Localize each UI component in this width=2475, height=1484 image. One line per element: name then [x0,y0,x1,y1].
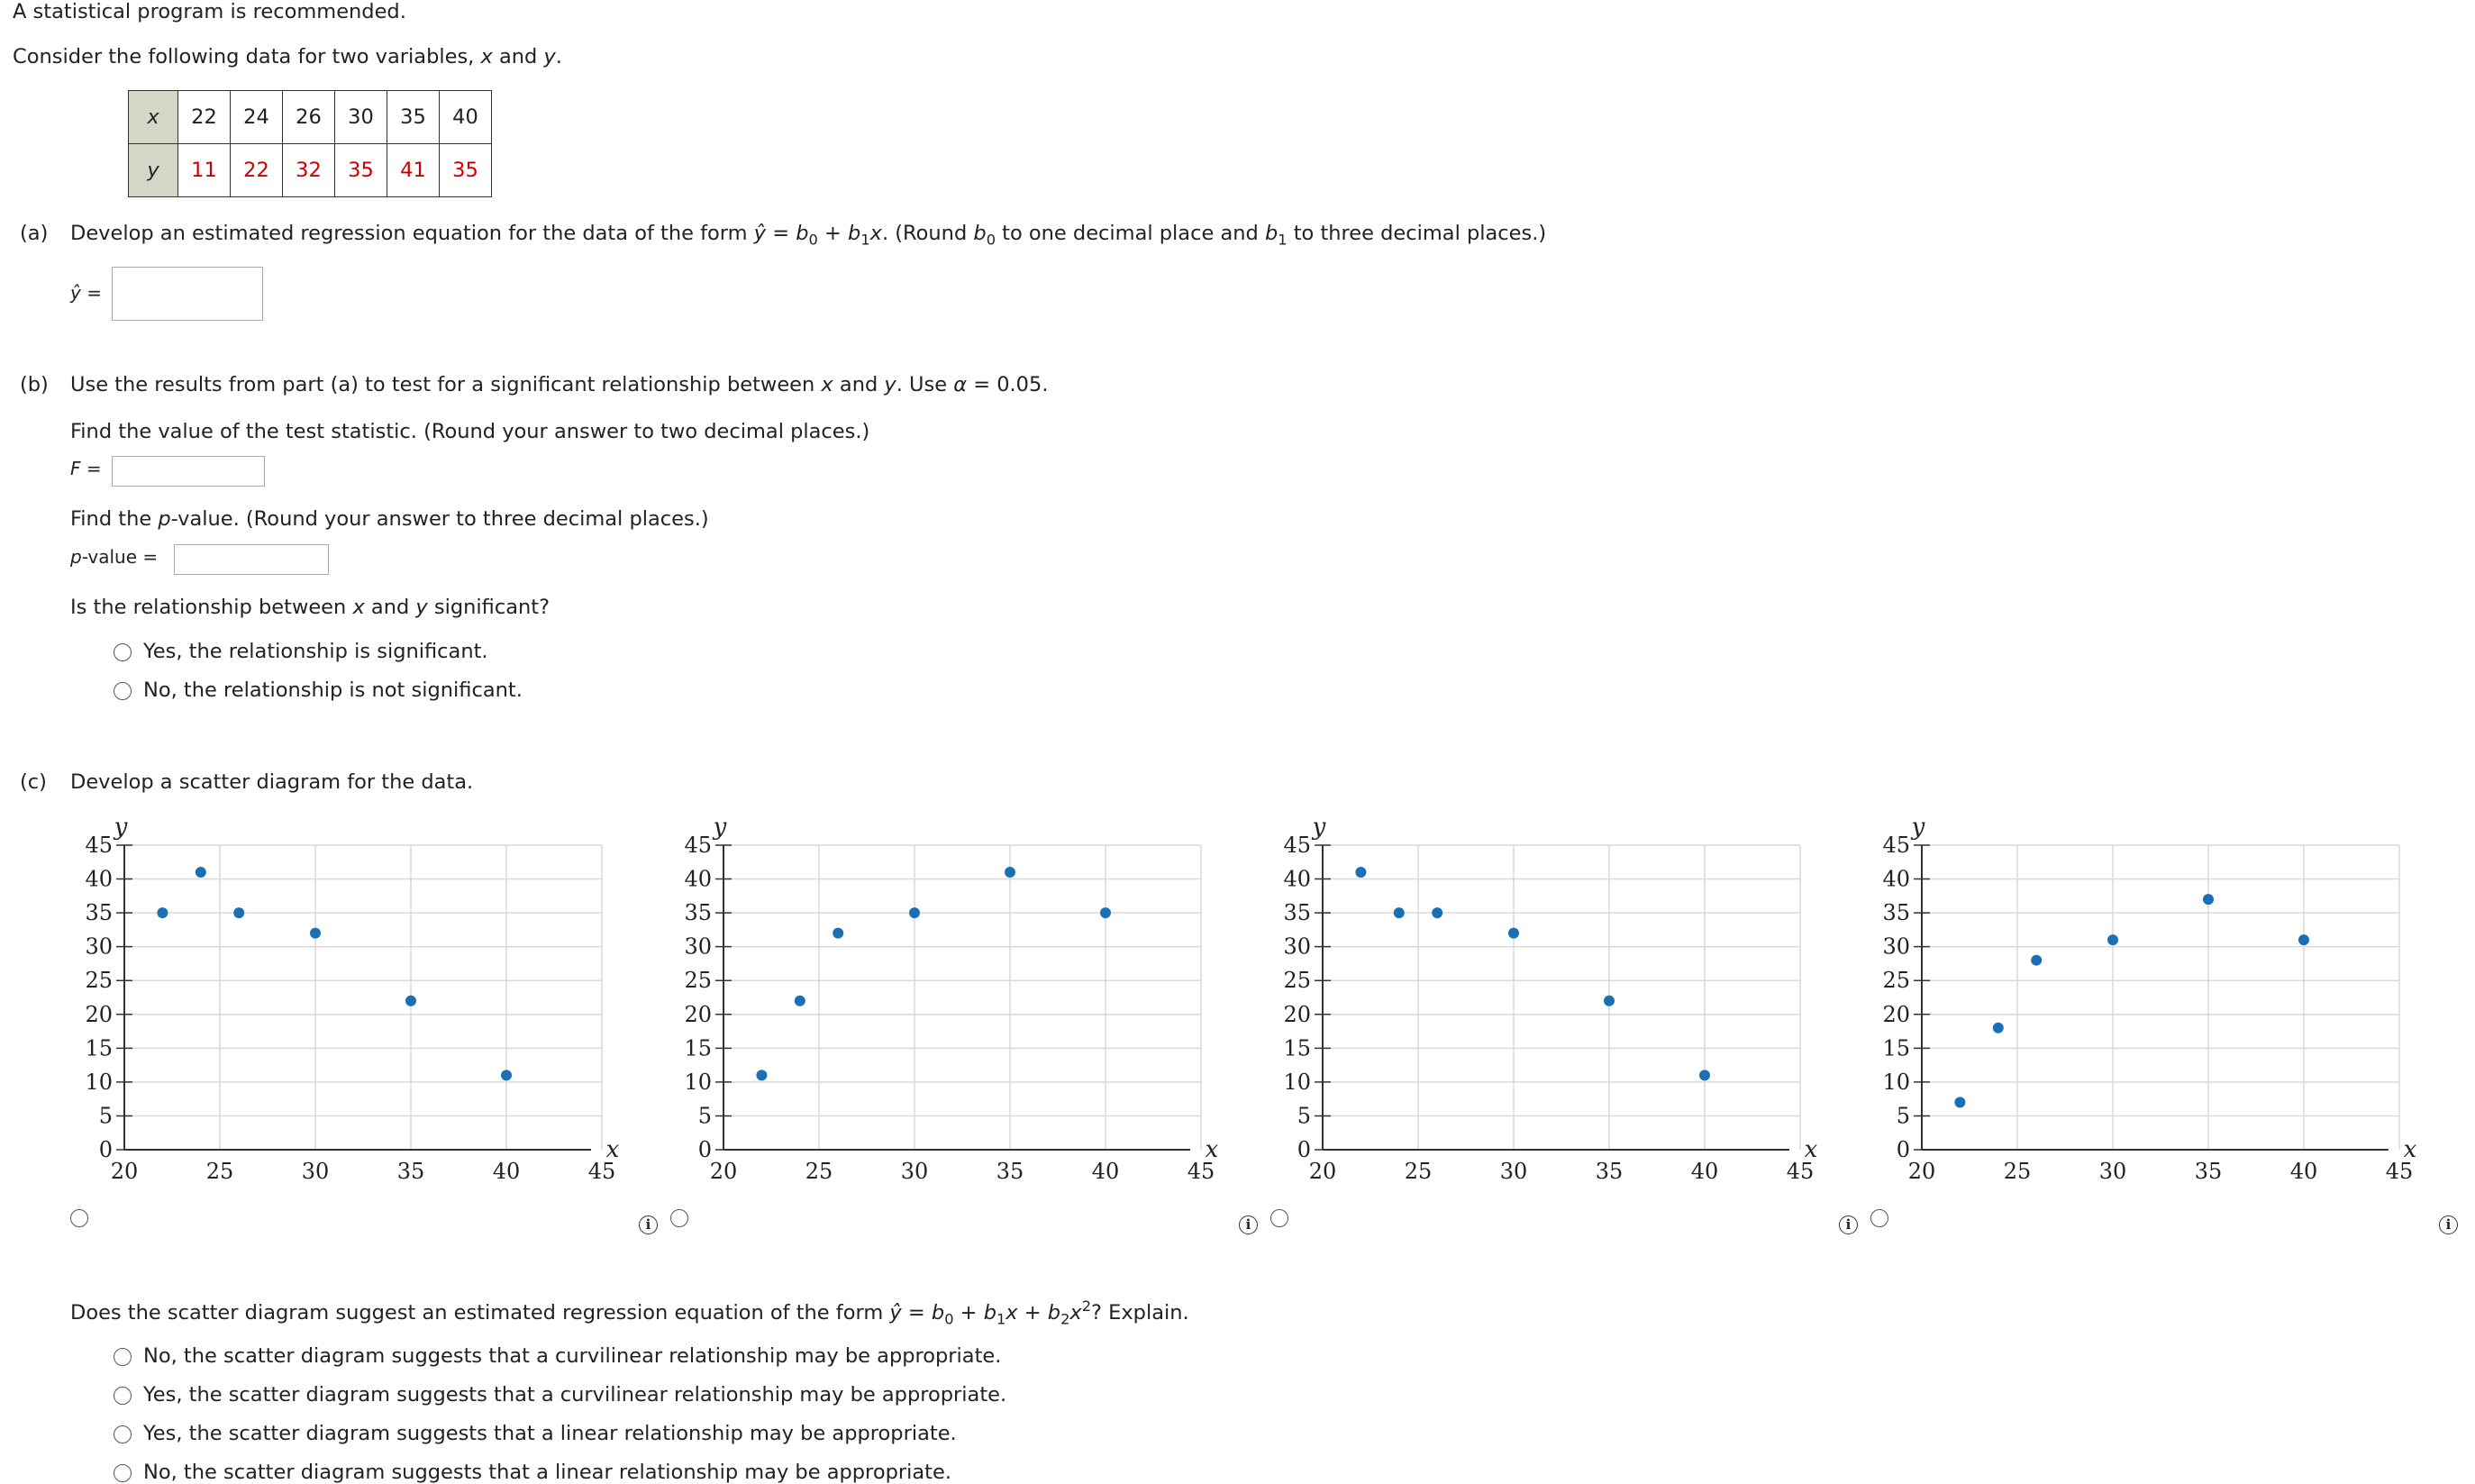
y-tick-label: 35 [1283,900,1311,926]
sub-1: 1 [860,231,870,249]
radio-curv-option-4[interactable] [114,1464,132,1482]
y-tick-label: 25 [1882,968,1910,994]
x-symbol: x [869,222,882,245]
var-y: y [543,45,556,68]
part-c-label: (c) [20,770,47,794]
sig-q-text: Is the relationship between [70,596,353,619]
b-symbol: b [1264,222,1278,245]
x-tick-label: 30 [2098,1159,2127,1184]
data-point [1394,907,1405,918]
f-equals: = [80,458,102,479]
y-tick-label: 35 [1882,900,1910,926]
y-axis-label: y [114,814,128,841]
y-axis-label: y [713,814,727,841]
x-tick-label: 45 [2385,1159,2414,1184]
radio-scatter-option-2[interactable] [670,1209,688,1227]
part-c-text: Develop a scatter diagram for the data. [70,770,474,794]
data-point [1699,1070,1710,1080]
equals: = [901,1301,932,1325]
y-tick-label: 35 [85,900,113,926]
p-symbol: p [158,507,171,531]
y-tick-label: 40 [85,866,113,892]
x-tick-label: 40 [1091,1159,1120,1184]
radio-scatter-option-3[interactable] [1270,1209,1288,1227]
y-tick-label: 15 [1882,1035,1910,1061]
table-header-y: y [129,144,178,197]
p-prompt-text: Find the [70,507,159,531]
sub-0: 0 [944,1310,954,1328]
yhat-symbol: ŷ [753,222,767,245]
x-tick-label: 25 [205,1159,234,1184]
y-tick-label: 10 [1283,1069,1311,1095]
x-axis-label: x [2403,1136,2417,1163]
y-tick-label: 10 [85,1069,113,1095]
significance-question [70,596,550,619]
x-tick-label: 40 [1690,1159,1719,1184]
part-b-text: Use the results from part (a) to test for a significant relationship between [70,373,822,396]
table-cell: 35 [335,144,387,197]
alpha-symbol: α [953,373,968,396]
x-tick-label: 35 [1595,1159,1624,1184]
data-point [909,907,920,918]
y-tick-label: 0 [98,1137,113,1162]
b-symbol: b [848,222,861,245]
curv-option-2[interactable]: Yes, the scatter diagram suggests that a curvilinear relationship may be appropriate. [143,1383,1007,1407]
part-a-question [70,222,1547,249]
data-point [405,996,416,1006]
data-point [1005,867,1015,878]
data-point [233,907,244,918]
var-x: x [480,45,493,68]
x-tick-label: 45 [1187,1159,1215,1184]
curv-q-text: Does the scatter diagram suggest an estimated regression equation of the form [70,1301,890,1325]
curv-option-4[interactable]: No, the scatter diagram suggests that a linear relationship may be appropriate. [143,1461,951,1484]
data-point [1432,907,1442,918]
plus: + [817,222,849,245]
part-b-label: (b) [20,373,49,396]
alpha-value: = 0.05. [967,373,1049,396]
x-symbol: x [1005,1301,1018,1325]
yhat-answer-label: ŷ = [70,282,102,304]
sub-2: 2 [1060,1310,1070,1328]
y-tick-label: 0 [697,1137,712,1162]
y-tick-label: 15 [684,1035,712,1061]
radio-curv-option-2[interactable] [114,1387,132,1405]
info-icon[interactable]: i [1239,1215,1258,1234]
scatter-plot-option-2 [653,807,1239,1186]
y-tick-label: 15 [1283,1035,1311,1061]
y-tick-label: 0 [1297,1137,1311,1162]
y-tick-label: 40 [1283,866,1311,892]
y-tick-label: 20 [85,1001,113,1027]
y-tick-label: 5 [1297,1103,1311,1129]
intro-line-1: A statistical program is recommended. [13,0,406,23]
data-point [1100,907,1111,918]
x-axis-label: x [1804,1136,1818,1163]
table-cell: 24 [231,91,283,144]
p-prompt [70,507,709,531]
x-tick-label: 30 [900,1159,929,1184]
plus: + [953,1301,984,1325]
y-tick-label: 45 [1882,833,1910,858]
x-tick-label: 20 [1308,1159,1337,1184]
x-tick-label: 35 [396,1159,425,1184]
sub-1: 1 [1278,231,1288,249]
yhat-answer-input[interactable] [112,267,263,321]
b-symbol: b [931,1301,945,1325]
curvilinear-question [70,1297,1189,1328]
table-cell: 26 [283,91,335,144]
y-tick-label: 5 [98,1103,113,1129]
intro-period: . [555,45,562,68]
y-tick-label: 10 [1882,1069,1910,1095]
y-symbol: y [415,596,428,619]
radio-curv-option-3[interactable] [114,1425,132,1443]
data-point [310,928,321,939]
y-tick-label: 25 [1283,968,1311,994]
x-tick-label: 25 [2003,1159,2032,1184]
table-row-y [129,144,492,197]
table-header-x: x [129,91,178,144]
curv-q-end: ? Explain. [1091,1301,1189,1325]
y-tick-label: 45 [1283,833,1311,858]
x-tick-label: 25 [805,1159,833,1184]
data-point [1355,867,1366,878]
data-point [2298,934,2309,945]
y-tick-label: 10 [684,1069,712,1095]
x-tick-label: 45 [1786,1159,1815,1184]
intro-line-2-text: Consider the following data for two variables, [13,45,481,68]
part-a-round-3: to three decimal places.) [1287,222,1547,245]
scatter-plot-option-1 [54,807,640,1186]
table-cell: 11 [178,144,231,197]
y-tick-label: 45 [684,833,712,858]
sup-2: 2 [1081,1297,1092,1316]
table-cell: 40 [440,91,492,144]
intro-line-2 [13,45,562,68]
y-axis-label: y [1312,814,1326,841]
data-table [128,90,492,197]
table-cell: 30 [335,91,387,144]
data-point [157,907,168,918]
x-tick-label: 30 [1499,1159,1528,1184]
y-tick-label: 25 [684,968,712,994]
x-tick-label: 20 [709,1159,738,1184]
table-cell: 35 [440,144,492,197]
data-point [833,928,843,939]
table-cell: 22 [178,91,231,144]
p-symbol: p [70,546,82,568]
data-point [756,1070,767,1080]
data-point [501,1070,512,1080]
x-symbol: x [352,596,365,619]
p-prompt-rest: -value. (Round your answer to three decimal places.) [170,507,709,531]
scatter-plot-option-4 [1852,807,2437,1186]
y-axis-label: y [1911,814,1925,841]
curv-option-1[interactable]: No, the scatter diagram suggests that a curvilinear relationship may be appropriate. [143,1344,1002,1368]
radio-scatter-option-1[interactable] [70,1209,88,1227]
equals: = [766,222,796,245]
option-significant-yes[interactable]: Yes, the relationship is significant. [143,640,488,663]
x-tick-label: 45 [587,1159,616,1184]
x-axis-label: x [1205,1136,1219,1163]
table-cell: 22 [231,144,283,197]
y-tick-label: 35 [684,900,712,926]
radio-significant-yes[interactable] [114,643,132,661]
y-tick-label: 30 [1283,933,1311,960]
p-value-input[interactable] [174,544,329,575]
data-point [1993,1023,2004,1033]
data-point [196,867,206,878]
data-point [2107,934,2118,945]
y-tick-label: 20 [1283,1001,1311,1027]
y-tick-label: 5 [697,1103,712,1129]
y-tick-label: 15 [85,1035,113,1061]
y-tick-label: 5 [1896,1103,1910,1129]
x-symbol: x [1069,1301,1082,1325]
x-tick-label: 20 [1907,1159,1936,1184]
f-statistic-input[interactable] [112,456,265,487]
part-a-text: Develop an estimated regression equation for the data of the form [70,222,754,245]
scatter-plot-option-3 [1252,807,1838,1186]
y-tick-label: 30 [1882,933,1910,960]
data-point [1604,996,1615,1006]
y-tick-label: 30 [85,933,113,960]
table-row-x [129,91,492,144]
y-tick-label: 30 [684,933,712,960]
f-prompt: Find the value of the test statistic. (Round your answer to two decimal places.) [70,420,870,443]
y-tick-label: 25 [85,968,113,994]
table-cell: 35 [387,91,440,144]
y-tick-label: 40 [684,866,712,892]
sig-q-rest: significant? [427,596,551,619]
option-significant-no[interactable]: No, the relationship is not significant. [143,678,523,702]
data-point [2031,955,2042,966]
f-symbol: F [70,458,81,479]
radio-significant-no[interactable] [114,682,132,700]
x-axis-label: x [605,1136,620,1163]
x-tick-label: 20 [110,1159,139,1184]
curv-option-3[interactable]: Yes, the scatter diagram suggests that a linear relationship may be appropriate. [143,1422,957,1445]
radio-curv-option-1[interactable] [114,1348,132,1366]
y-tick-label: 40 [1882,866,1910,892]
y-tick-label: 0 [1896,1137,1910,1162]
sub-0: 0 [808,231,818,249]
sub-0: 0 [986,231,996,249]
x-tick-label: 25 [1404,1159,1433,1184]
x-tick-label: 40 [492,1159,521,1184]
yhat-symbol: ŷ [889,1301,902,1325]
and: and [833,373,885,396]
x-tick-label: 30 [301,1159,330,1184]
b-symbol: b [796,222,809,245]
y-tick-label: 20 [1882,1001,1910,1027]
part-a-round-2: to one decimal place and [996,222,1265,245]
part-b-use: . Use [896,373,954,396]
y-tick-label: 20 [684,1001,712,1027]
table-cell: 41 [387,144,440,197]
intro-and: and [492,45,544,68]
plus: + [1017,1301,1048,1325]
data-point [1954,1097,1965,1107]
info-icon[interactable]: i [639,1215,658,1234]
p-value-label [70,546,158,568]
sub-1: 1 [996,1310,1006,1328]
b-symbol: b [1047,1301,1061,1325]
info-icon[interactable]: i [2439,1215,2458,1234]
table-cell: 32 [283,144,335,197]
y-tick-label: 45 [85,833,113,858]
b-symbol: b [983,1301,996,1325]
and: and [364,596,416,619]
info-icon[interactable]: i [1839,1215,1858,1234]
y-symbol: y [884,373,896,396]
part-b-question [70,373,1048,396]
radio-scatter-option-4[interactable] [1870,1209,1888,1227]
x-symbol: x [821,373,833,396]
b-symbol: b [973,222,987,245]
x-tick-label: 35 [996,1159,1024,1184]
part-a-round-1: . (Round [881,222,974,245]
x-tick-label: 40 [2289,1159,2318,1184]
data-point [795,996,805,1006]
part-a-label: (a) [20,222,49,245]
data-point [1508,928,1519,939]
data-point [2203,894,2214,905]
f-label [70,458,102,479]
x-tick-label: 35 [2194,1159,2223,1184]
p-value-label-text: -value = [81,546,159,568]
